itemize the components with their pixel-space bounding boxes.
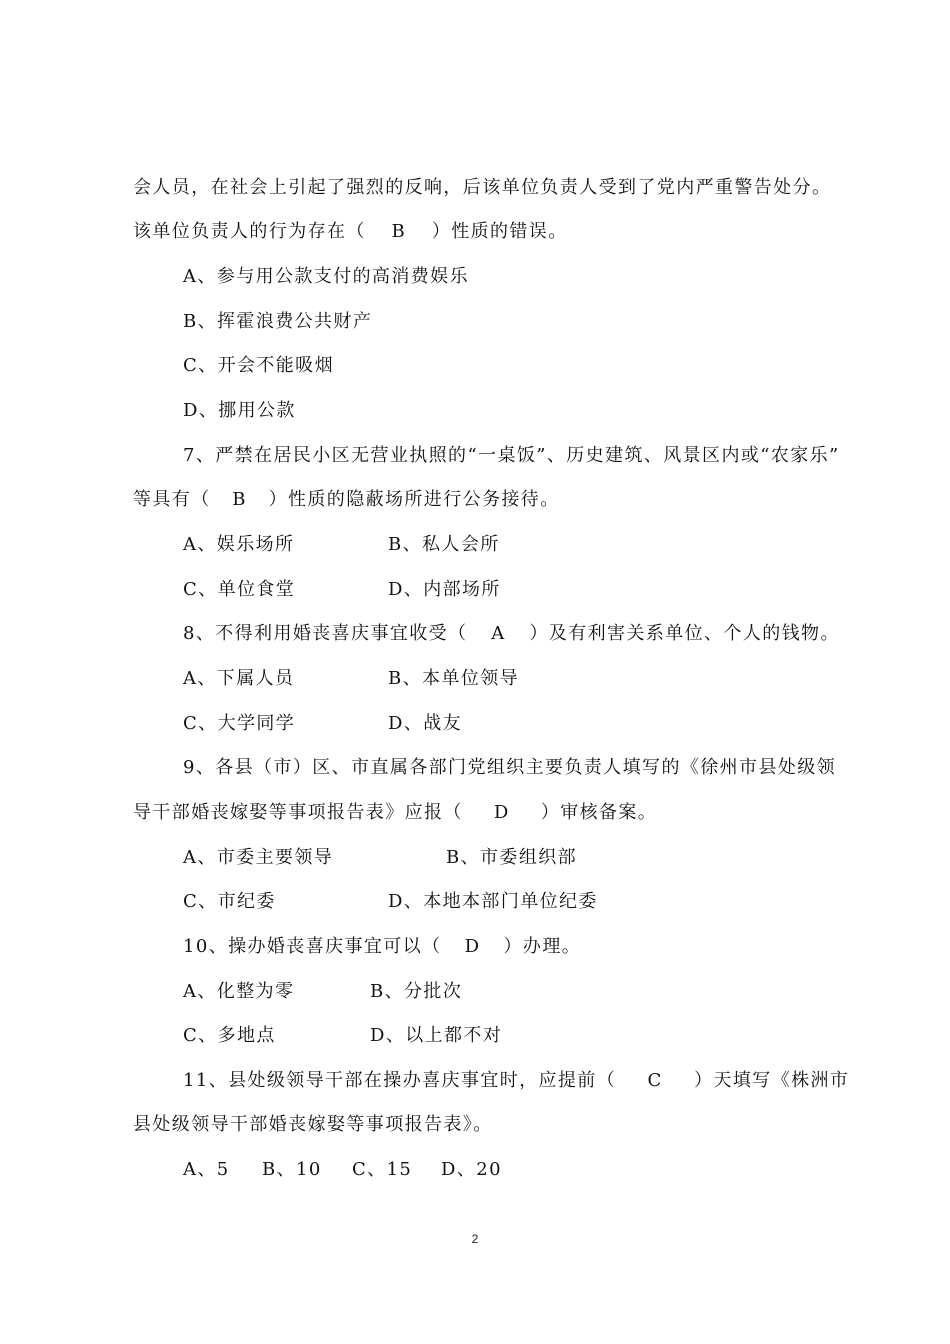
- q6-option-d: D、挪用公款: [183, 400, 296, 421]
- q11-option-a: A、5: [183, 1159, 230, 1180]
- q7-option-d: D、内部场所: [388, 579, 501, 600]
- q7-stem-line2: [133, 488, 560, 512]
- q7-answer: B: [232, 489, 247, 510]
- q6-stem-pre: 该单位负责人的行为存在（: [133, 221, 366, 242]
- q9-stem-post: ）审核备案。: [540, 802, 658, 823]
- q10-answer: D: [464, 936, 481, 957]
- q9-stem-pre: 导干部婚丧嫁娶等事项报告表》应报（: [133, 802, 463, 823]
- q7-stem-pre: 等具有（: [133, 489, 211, 510]
- q8-stem-line1: [183, 622, 840, 646]
- q9-option-b: B、市委组织部: [446, 847, 578, 868]
- q8-option-b: B、本单位领导: [388, 668, 520, 689]
- q6-answer: B: [391, 221, 407, 242]
- q9-stem-line1: 9、各县（市）区、市直属各部门党组织主要负责人填写的《徐州市县处级领: [183, 757, 837, 778]
- q9-option-d: D、本地本部门单位纪委: [388, 891, 598, 912]
- q9-answer: D: [493, 802, 510, 823]
- q9-option-a: A、市委主要领导: [183, 847, 334, 868]
- page-number: 2: [471, 1232, 479, 1246]
- q10-option-a: A、化整为零: [183, 981, 295, 1002]
- q8-option-c: C、大学同学: [183, 713, 296, 734]
- q11-option-c: C、15: [352, 1159, 413, 1180]
- q10-option-d: D、以上都不对: [370, 1025, 503, 1046]
- q11-stem-line1: [183, 1069, 849, 1093]
- q7-stem-line1: 7、严禁在居民小区无营业执照的“一桌饭”、历史建筑、风景区内或“农家乐”: [183, 445, 840, 466]
- q8-stem-post: ）及有利害关系单位、个人的钱物。: [529, 623, 840, 644]
- q6-stem-line1: 会人员，在社会上引起了强烈的反响，后该单位负责人受到了党内严重警告处分。: [133, 177, 832, 198]
- q6-option-a: A、参与用公款支付的高消费娱乐: [183, 266, 469, 287]
- q6-stem-post: ）性质的错误。: [431, 221, 568, 242]
- q6-option-b: B、挥霍浪费公共财产: [183, 311, 373, 332]
- q10-stem-pre: 10、操办婚丧喜庆事宜可以（: [183, 936, 442, 957]
- q8-stem-pre: 8、不得利用婚丧喜庆事宜收受（: [183, 623, 468, 644]
- q7-option-a: A、娱乐场所: [183, 534, 295, 555]
- q9-option-c: C、市纪委: [183, 891, 276, 912]
- q11-stem-post: ）天填写《株洲市: [694, 1070, 850, 1091]
- q11-stem-line2: 县处级领导干部婚丧嫁娶等事项报告表》。: [133, 1114, 493, 1135]
- q11-option-d: D、20: [441, 1159, 502, 1180]
- q10-option-b: B、分批次: [370, 981, 463, 1002]
- q6-option-c: C、开会不能吸烟: [183, 355, 334, 376]
- q10-stem-line1: [183, 935, 581, 959]
- q10-option-c: C、多地点: [183, 1025, 276, 1046]
- q7-option-b: B、私人会所: [388, 534, 500, 555]
- q10-stem-post: ）办理。: [503, 936, 582, 957]
- q9-stem-line2: [133, 801, 657, 825]
- q7-option-c: C、单位食堂: [183, 579, 296, 600]
- q6-stem-line2: [133, 220, 568, 244]
- q8-answer: A: [491, 623, 506, 644]
- q11-answer: C: [647, 1070, 663, 1091]
- q8-option-d: D、战友: [388, 713, 463, 734]
- q8-option-a: A、下属人员: [183, 668, 295, 689]
- q11-stem-pre: 11、县处级领导干部在操办喜庆事宜时，应提前（: [183, 1070, 617, 1091]
- q11-option-b: B、10: [262, 1159, 322, 1180]
- q7-stem-post: ）性质的隐蔽场所进行公务接待。: [268, 489, 560, 510]
